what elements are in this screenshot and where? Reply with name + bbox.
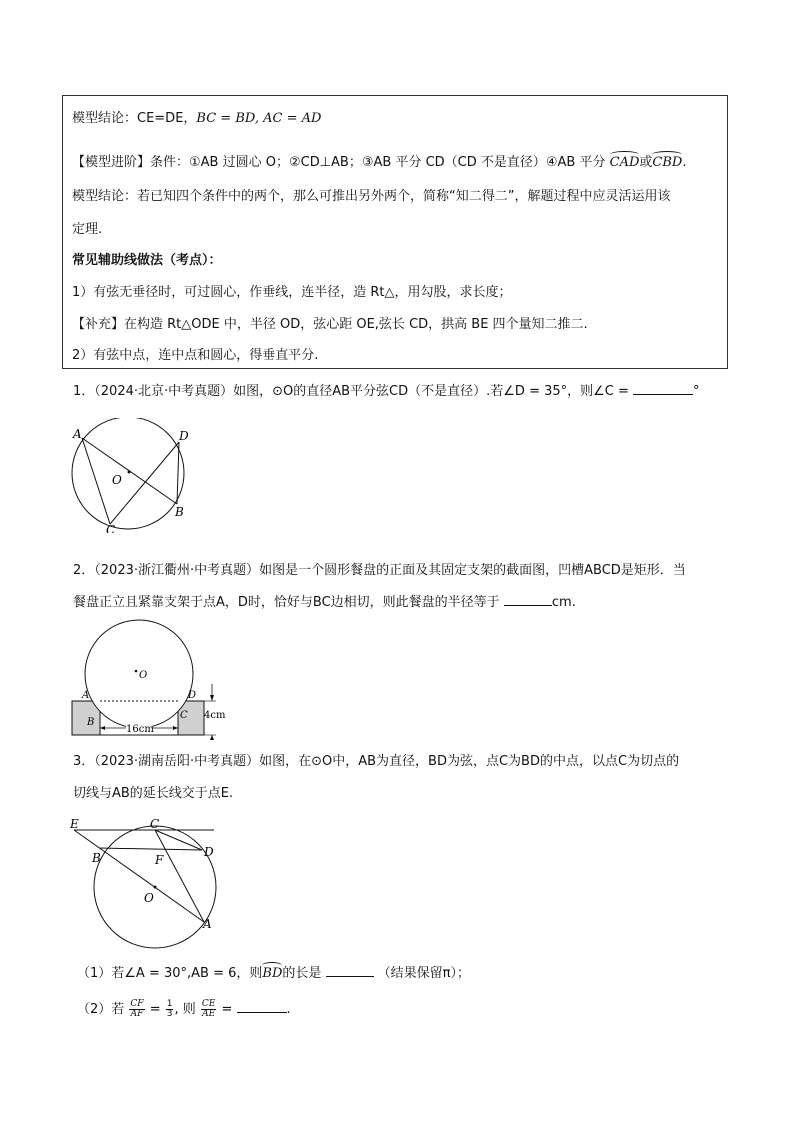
fraction-one-third-den: 3 [166,1009,173,1019]
fraction-ce-ae [201,1000,216,1019]
figure-2 [68,618,238,740]
question-3-line-1: 3．（2023·湖南岳阳·中考真题）如图，在⊙O中，AB为直径，BD为弦，点C为BD的中点，以点C为切点的 [73,754,680,769]
question-3-line-2: 切线与AB的延长线交于点E. [73,786,234,801]
fraction-cf-af [129,1000,144,1019]
answer-blank-3b[interactable] [237,1000,287,1013]
question-1-unit: ° [693,384,700,399]
box-line-7: 【补充】在构造 Rt△ODE 中，半径 OD，弦心距 OE,弦长 CD，拱高 BE 四个量知二推二. [72,317,588,332]
fraction-ce-ae-num: CE [201,999,216,1009]
label-height: 4cm [204,710,226,721]
sub-1-text-c: （结果保留π）； [377,966,470,981]
box-line-1 [72,110,321,128]
label-a: A [73,427,82,441]
question-2-line-2 [73,593,576,612]
sub-1-text-b: 的长是 [282,966,322,981]
answer-blank-1[interactable] [633,382,693,395]
question-3-sub-1 [77,964,470,983]
fraction-cf-af-den: AF [130,1009,144,1019]
label-c: C [180,710,188,721]
label-o: O [112,473,122,487]
label-a: A [203,917,212,931]
sub-2-text-a: （2）若 [77,1002,125,1017]
box-line-6: 1）有弦无垂径时，可过圆心，作垂线，连半径，造 Rt△，用勾股，求长度； [72,285,512,300]
arc-bd: BD [262,966,283,981]
question-2-line-1: 2．（2023·浙江衢州·中考真题）如图是一个圆形餐盘的正面及其固定支架的截面图，凹槽ABCD是矩形．当 [73,563,686,578]
label-c: C [106,523,116,533]
fraction-one-third-num: 1 [166,999,173,1009]
question-2-line-2-text: 餐盘正立且紧靠支架于点A，D时，恰好与BC边相切，则此餐盘的半径等于 [73,595,500,610]
label-a: A [82,690,90,701]
sub-1-text-a: （1）若∠A = 30°,AB = 6，则 [77,966,263,981]
box-line-3: 模型结论：若已知四个条件中的两个，那么可推出另外两个，简称“知二得二”，解题过程中应灵活运用该 [72,189,671,204]
sub-2-text-b: , 则 [174,1002,196,1017]
question-2-unit: cm. [551,595,576,610]
answer-blank-2[interactable] [504,593,552,606]
label-b: B [87,717,95,728]
fraction-cf-af-num: CF [130,999,144,1009]
label-width: 16cm [126,724,154,735]
answer-blank-3a[interactable] [326,964,374,977]
box-line-2-or: 或 [639,155,653,170]
question-1 [73,382,700,401]
figure-1 [60,418,200,533]
box-line-2-end: . [682,155,687,170]
sub-2-end: . [286,1002,291,1017]
label-b: B [175,505,184,519]
question-1-text: 1．（2024·北京·中考真题）如图，⊙O的直径AB平分弦CD（不是直径）.若∠D = 35°，则∠C = [73,384,629,399]
label-c: C [150,817,160,831]
label-o: O [139,670,148,681]
label-e: E [70,817,79,831]
question-3-sub-2 [77,1000,291,1019]
sub-2-equals-1: = [149,1002,161,1017]
box-line-8: 2）有弦中点，连中点和圆心，得垂直平分. [72,348,319,363]
label-b: B [92,851,101,865]
label-o: O [144,891,154,905]
label-d: D [188,690,197,701]
box-line-2 [72,154,686,172]
label-d: D [179,429,189,443]
box-line-4: 定理. [72,222,103,237]
arc-cad: CAD [609,155,640,170]
label-f: F [155,853,164,867]
box-line-1-math: BC = BD, AC = AD [196,111,322,126]
arc-cbd: CBD [652,155,683,170]
sub-2-equals-2: = [221,1002,233,1017]
label-d: D [204,845,214,859]
box-line-1-text: 模型结论：CE=DE， [72,111,197,126]
fraction-ce-ae-den: AE [202,1009,216,1019]
box-line-5: 常见辅助线做法（考点）： [72,253,222,268]
fraction-one-third [166,1000,174,1019]
box-line-2-text: 【模型进阶】条件：①AB 过圆心 O；②CD⊥AB；③AB 平分 CD（CD 不是直径）④AB 平分 [72,155,606,170]
figure-3 [66,812,226,952]
